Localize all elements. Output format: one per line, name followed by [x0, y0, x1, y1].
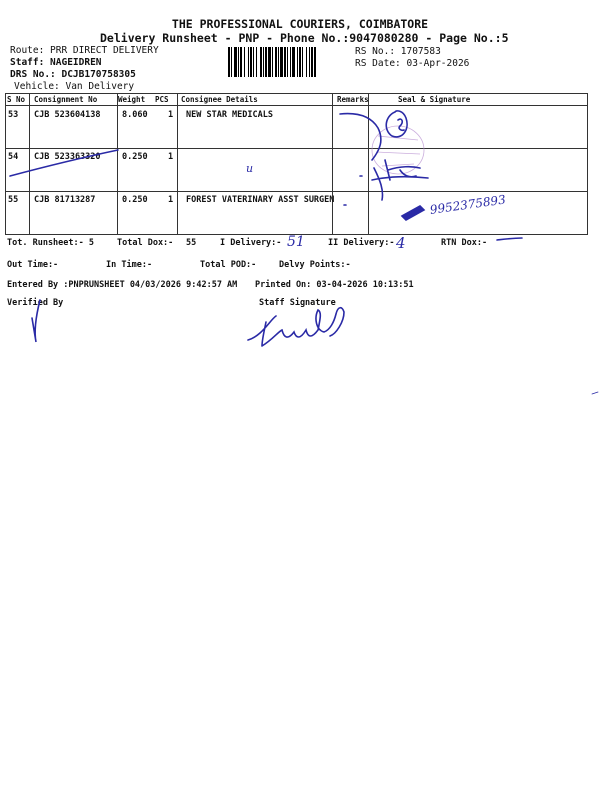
- vehicle-label: Vehicle: Van Delivery: [14, 81, 135, 92]
- table-row-consignment: CJB 523363320: [34, 152, 101, 162]
- row54-mark-handwritten: u: [246, 162, 254, 175]
- table-row-sno: 55: [8, 195, 19, 205]
- ii-delivery-handwritten: 4: [396, 234, 406, 252]
- table-row-weight: 0.250: [122, 195, 148, 205]
- delvy-points-label: Delvy Points:-: [279, 260, 351, 270]
- total-dox-value: 55: [186, 238, 197, 248]
- entered-by: Entered By :PNPRUNSHEET 04/03/2026 9:42:57 AM: [7, 280, 238, 290]
- table-row-sno: 53: [8, 110, 19, 120]
- company-title: THE PROFESSIONAL COURIERS, COIMBATORE: [171, 17, 429, 31]
- col-seal-header: Seal & Signature: [398, 95, 471, 104]
- table-row-consignment: CJB 81713287: [34, 195, 96, 205]
- table-row-consignee: FOREST VATERINARY ASST SURGEN: [186, 195, 335, 205]
- i-delivery-label: I Delivery:-: [220, 238, 282, 248]
- drs-number: DRS No.: DCJB170758305: [10, 69, 136, 80]
- rs-date: RS Date: 03-Apr-2026: [355, 58, 470, 69]
- table-row-pcs: 1: [168, 152, 174, 162]
- ii-delivery-label: II Delivery:-: [328, 238, 395, 248]
- rs-number: RS No.: 1707583: [355, 46, 441, 57]
- table-row-weight: 8.060: [122, 110, 148, 120]
- table-row-pcs: 1: [168, 195, 174, 205]
- table-row-consignment: CJB 523604138: [34, 110, 101, 120]
- total-pod-label: Total POD:-: [200, 260, 257, 270]
- table-row-sno: 54: [8, 152, 19, 162]
- tot-runsheet: Tot. Runsheet:- 5: [7, 238, 94, 248]
- in-time-label: In Time:-: [106, 260, 153, 270]
- runsheet-subtitle: Delivery Runsheet - PNP - Phone No.:9047080280 - Page No.:5: [100, 31, 509, 45]
- total-dox-label: Total Dox:-: [117, 238, 174, 248]
- col-consignment-header: Consignment No: [34, 95, 98, 104]
- rtn-dox-label: RTN Dox:-: [441, 238, 488, 248]
- barcode-image: [228, 47, 350, 77]
- col-weight-header: Weight: [118, 95, 146, 104]
- col-consignee-header: Consignee Details: [181, 95, 258, 104]
- verified-by-label: Verified By: [7, 298, 64, 308]
- table-row-pcs: 1: [168, 110, 174, 120]
- staff-label: Staff: NAGEIDREN: [10, 57, 102, 68]
- staff-signature-label: Staff Signature: [259, 298, 336, 308]
- table-row-weight: 0.250: [122, 152, 148, 162]
- col-sno-header: S No: [7, 95, 26, 104]
- printed-on: Printed On: 03-04-2026 10:13:51: [255, 280, 414, 290]
- col-remarks-header: Remarks: [337, 95, 369, 104]
- out-time-label: Out Time:-: [7, 260, 59, 270]
- phone-handwritten: 9952375893: [429, 192, 507, 217]
- route-label: Route: PRR DIRECT DELIVERY: [10, 45, 159, 56]
- col-pcs-header: PCS: [155, 95, 169, 104]
- table-row-consignee: NEW STAR MEDICALS: [186, 110, 273, 120]
- i-delivery-handwritten: 51: [287, 234, 305, 250]
